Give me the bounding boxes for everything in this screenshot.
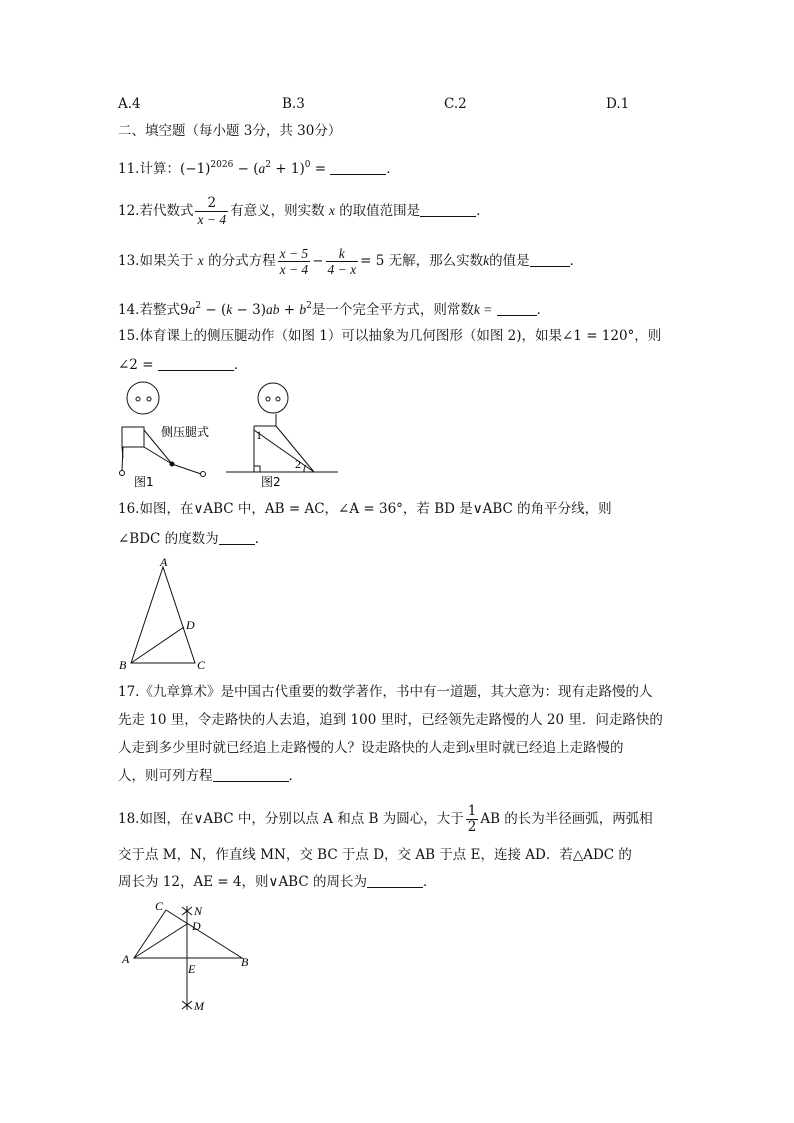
figure-16-triangle: [115, 555, 225, 675]
point-c-label: C: [197, 658, 206, 672]
point-d-label: D: [192, 919, 201, 933]
point-b-label: B: [241, 955, 249, 969]
fraction: $\frac{k}{4 - x}$: [327, 246, 357, 277]
figure-1-caption: 图1: [134, 475, 154, 489]
option-d: D.1: [606, 96, 630, 112]
question-15-line2: ∠2 = ．: [118, 357, 248, 373]
angle-2-label: 2: [295, 457, 301, 471]
point-a-label: A: [160, 555, 168, 569]
q11-exponent: 2026: [210, 160, 234, 170]
point-m-label: M: [194, 999, 204, 1013]
point-c-label: C: [155, 899, 164, 913]
q11-prefix: 11.计算：: [118, 161, 180, 177]
question-18-line1: 18.如图，在∨ABC 中，分别以点 A 和点 B 为圆心，大于 $\frac{1}{2}$ AB 的长为半径画弧，两弧相: [118, 803, 653, 835]
answer-blank: [219, 530, 255, 545]
question-16-line1: 16.如图，在∨ABC 中，AB = AC，∠A = 36°，若 BD 是∨ABC 的角平分线，则: [118, 501, 612, 517]
question-14: 14.若整式$9a^2 - (k - 3)ab + b^2$是一个完全平方式，则常数k = ．: [118, 301, 551, 318]
answer-blank: [530, 252, 570, 267]
question-15-line1: 15.体育课上的侧压腿动作（如图 1）可以抽象为几何图形（如图 2)，如果∠1 = 120°，则: [118, 328, 662, 344]
question-17-line3: 人走到多少里时就已经追上走路慢的人？设走路快的人走到x里时就已经追上走路慢的: [118, 740, 624, 756]
point-d-label: D: [186, 618, 195, 632]
question-11: 11.计算：$(-1)^{2026} - (a^2 + 1)^0$ = ．: [118, 160, 400, 177]
fraction-half: $\frac{1}{2}$: [467, 803, 477, 835]
figure-18-construction: [118, 898, 268, 1018]
answer-blank: [330, 160, 386, 175]
angle-1-label: 1: [256, 428, 262, 442]
question-17-line1: 17.《九章算术》是中国古代重要的数学著作，书中有一道题，其大意为：现有走路慢的人: [118, 684, 653, 700]
fraction: $\frac{x - 5}{x - 4}$: [279, 246, 309, 277]
q12-prefix: 12.若代数式: [118, 203, 194, 219]
question-12: 12.若代数式 $\frac{2}{x - 4}$ 有意义，则实数 x 的取值范围是 ．: [118, 195, 490, 227]
figure-15: [106, 380, 346, 490]
question-18-line3: 周长为 12，AE = 4，则∨ABC 的周长为 ．: [118, 874, 437, 890]
figure-2-caption: 图2: [261, 475, 281, 489]
option-a: A.4: [118, 96, 141, 112]
q11-zero-exponent: 0: [304, 160, 311, 170]
answer-blank: [497, 301, 537, 316]
answer-blank: [158, 356, 234, 371]
option-c: C.2: [444, 96, 467, 112]
fraction: $\frac{2}{x - 4}$: [197, 195, 227, 227]
section-title: 二、填空题（每小题 3分，共 30分）: [118, 123, 342, 139]
option-b: B.3: [282, 96, 305, 112]
question-13: 13.如果关于 x 的分式方程 $\frac{x - 5}{x - 4}$ − $\frac{k}{4 - x}$ = 5 无解，那么实数k的值是 ．: [118, 246, 584, 277]
answer-blank: [420, 202, 476, 217]
question-18-line2: 交于点 M，N，作直线 MN，交 BC 于点 D，交 AB 于点 E，连接 AD．若△ADC 的: [118, 847, 632, 863]
point-a-label: A: [122, 952, 130, 966]
point-b-label: B: [119, 658, 127, 672]
point-e-label: E: [188, 962, 196, 976]
figure-2: [226, 383, 338, 472]
question-17-line2: 先走 10 里，令走路快的人去追，追到 100 里时，已经领先走路慢的人 20 里．问走路快的: [118, 712, 663, 728]
figure-1-label: 侧压腿式: [161, 425, 210, 439]
question-17-line4: 人，则可列方程 ．: [118, 768, 302, 784]
point-n-label: N: [194, 904, 203, 918]
answer-blank: [367, 873, 423, 888]
answer-blank: [213, 767, 289, 782]
question-16-line2: ∠BDC 的度数为 ．: [118, 531, 269, 547]
